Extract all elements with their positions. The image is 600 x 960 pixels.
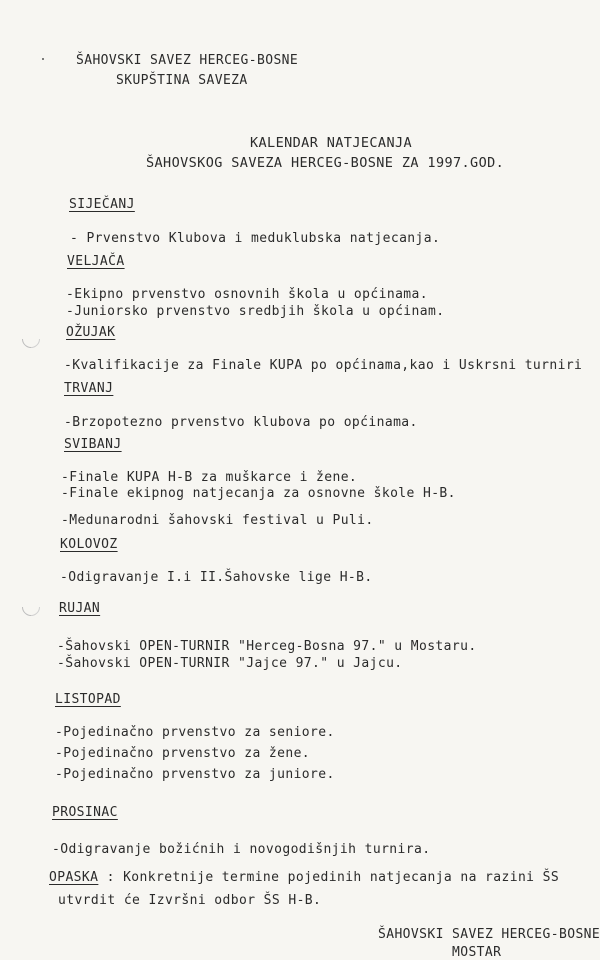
event-item: -Odigravanje I.i II.Šahovske lige H-B. <box>60 570 373 585</box>
month-heading-rujan: RUJAN <box>59 601 101 616</box>
month-heading-veljaca: VELJAČA <box>67 254 125 269</box>
event-item: -Pojedinačno prvenstvo za žene. <box>55 746 311 761</box>
punch-hole-mark <box>18 326 43 351</box>
month-heading-svibanj: SVIBANJ <box>64 437 122 452</box>
event-item: -Brzopotezno prvenstvo klubova po općinama. <box>64 415 418 430</box>
month-heading-sijecanj: SIJEČANJ <box>69 197 135 212</box>
note-label: OPASKA <box>49 870 99 885</box>
event-item: -Šahovski OPEN-TURNIR "Jajce 97." u Jajcu. <box>57 656 403 671</box>
note-text-continued: utvrdit će Izvršni odbor ŠS H-B. <box>58 893 322 908</box>
doc-subtitle: ŠAHOVSKOG SAVEZA HERCEG-BOSNE ZA 1997.GOD. <box>146 155 505 171</box>
note-text: Konkretnije termine pojedinih natjecanja na razini ŠS <box>123 870 560 885</box>
event-item: -Pojedinačno prvenstvo za juniore. <box>55 767 335 782</box>
event-item: -Medunarodni šahovski festival u Puli. <box>61 513 374 528</box>
event-item: -Ekipno prvenstvo osnovnih škola u općinama. <box>66 287 428 302</box>
event-item: -Juniorsko prvenstvo sredbjih škola u općinam. <box>66 304 445 319</box>
footer-org-name: ŠAHOVSKI SAVEZ HERCEG-BOSNE <box>378 927 600 942</box>
event-item: -Kvalifikacije za Finale KUPA po općinama,kao i Uskrsni turniri <box>64 358 583 373</box>
month-heading-kolovoz: KOLOVOZ <box>60 537 118 552</box>
doc-title: KALENDAR NATJECANJA <box>250 135 413 151</box>
month-heading-prosinac: PROSINAC <box>52 805 118 820</box>
event-item: -Finale KUPA H-B za muškarce i žene. <box>61 470 358 485</box>
event-item: -Odigravanje božićnih i novogodišnjih turnira. <box>52 842 431 857</box>
footer-city: MOSTAR <box>452 945 502 960</box>
month-heading-listopad: LISTOPAD <box>55 692 121 707</box>
event-item: - Prvenstvo Klubova i meduklubska natjecanja. <box>70 231 441 246</box>
month-heading-ozujak: OŽUJAK <box>66 325 116 340</box>
punch-hole-mark <box>18 594 43 619</box>
month-heading-trvanj: TRVANJ <box>64 381 114 396</box>
note-line <box>49 870 559 885</box>
event-item: -Finale ekipnog natjecanja za osnovne škole H-B. <box>61 486 456 501</box>
event-item: -Pojedinačno prvenstvo za seniore. <box>55 725 335 740</box>
org-name: ŠAHOVSKI SAVEZ HERCEG-BOSNE <box>76 53 299 68</box>
assembly-name: SKUPŠTINA SAVEZA <box>116 73 248 88</box>
note-separator: : <box>106 870 115 885</box>
event-item: -Šahovski OPEN-TURNIR "Herceg-Bosna 97." u Mostaru. <box>57 639 477 654</box>
speck-mark <box>42 58 44 60</box>
